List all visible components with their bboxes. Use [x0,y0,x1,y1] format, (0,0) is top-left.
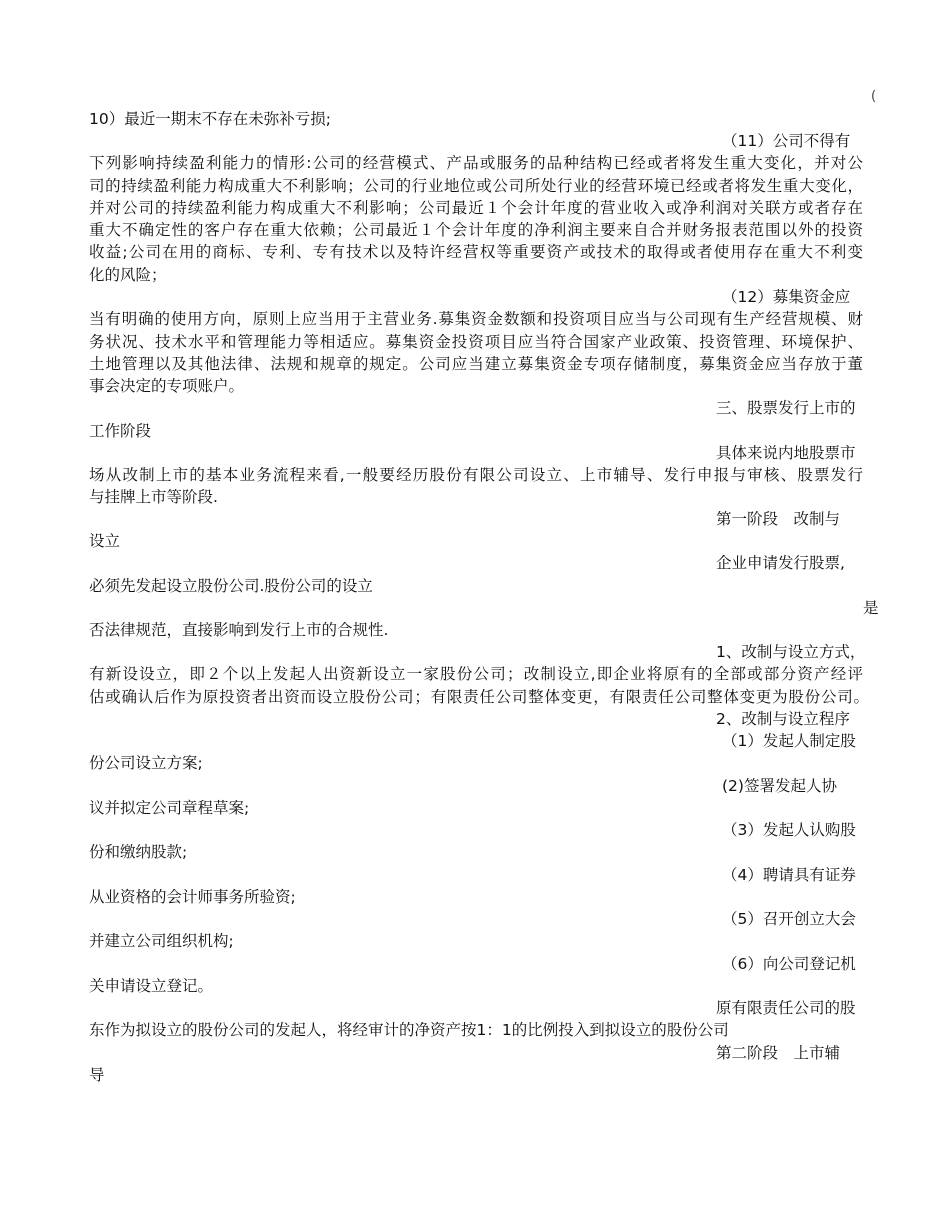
text-line: 下列影响持续盈利能力的情形:公司的经营模式、产品或服务的品种结构已经或者将发生重大变化，并对公 [89,154,863,172]
text-line: 企业申请发行股票, [716,554,845,572]
text-line: 10）最近一期末不存在未弥补亏损; [89,110,331,128]
text-line: 原有限责任公司的股 [716,999,856,1017]
text-line: 土地管理以及其他法律、法规和规章的规定。公司应当建立募集资金专项存储制度，募集资金应当存放于董 [89,355,863,373]
text-line: （6）向公司登记机 [722,955,856,973]
text-line: 有新设设立，即２个以上发起人出资新设立一家股份公司；改制设立,即企业将原有的全部或部分资产经评 [89,665,863,683]
text-line: 工作阶段 [89,422,152,440]
text-line: 2、改制与设立程序 [716,710,850,728]
text-line: 导 [89,1066,105,1084]
text-line: 份和缴纳股款; [89,843,188,861]
text-line: 当有明确的使用方向，原则上应当用于主营业务.募集资金数额和投资项目应当与公司现有生产经营规模、财 [89,310,863,328]
text-line: （5）召开创立大会 [722,910,856,928]
stage-heading: 第一阶段 改制与 [716,510,841,528]
text-line: 是 [863,599,879,617]
text-line: 必须先发起设立股份公司.股份公司的设立 [89,577,373,595]
text-line: 务状况、技术水平和管理能力等相适应。募集资金投资项目应当符合国家产业政策、投资管理、环境保护、 [89,333,863,351]
text-line: 收益;公司在用的商标、专利、专有技术以及特许经营权等重要资产或技术的取得或者使用存在重大不利变 [89,243,863,261]
text-line: 设立 [89,532,121,550]
text-line: 从业资格的会计师事务所验资; [89,888,296,906]
text-line: 东作为拟设立的股份公司的发起人，将经审计的净资产按1：1的比例投入到拟设立的股份公司 [89,1021,729,1039]
text-line: 具体来说内地股票市 [716,444,856,462]
text-line: 否法律规范，直接影响到发行上市的合规性. [89,621,389,639]
text-line: （11）公司不得有 [722,132,851,150]
text-line: （1）发起人制定股 [722,732,856,750]
section-heading: 三、股票发行上市的 [716,399,856,417]
text-line: 议并拟定公司章程草案; [89,799,250,817]
text-line: (2)签署发起人协 [722,777,837,795]
text-line: 份公司设立方案; [89,754,203,772]
text-line: 并建立公司组织机构; [89,932,234,950]
text-line: 与挂牌上市等阶段. [89,488,218,506]
text-line: 化的风险； [89,266,167,284]
text-line: 估或确认后作为原投资者出资而设立股份公司；有限责任公司整体变更，有限责任公司整体变更为股份公司。 [89,688,869,706]
text-line: （3）发起人认购股 [722,821,856,839]
text-line: 并对公司的持续盈利能力构成重大不利影响；公司最近１个会计年度的营业收入或净利润对关联方或者存在 [89,199,863,217]
text-line: 场从改制上市的基本业务流程来看,一般要经历股份有限公司设立、上市辅导、发行申报与审核、股票发行 [89,466,863,484]
text-line: 司的持续盈利能力构成重大不利影响；公司的行业地位或公司所处行业的经营环境已经或者将发生重大变化， [89,177,863,195]
stage-heading: 第二阶段 上市辅 [716,1044,841,1062]
stray-parenthesis: ( [871,89,877,104]
text-line: 重大不确定性的客户存在重大依赖；公司最近１个会计年度的净利润主要来自合并财务报表范围以外的投资 [89,221,863,239]
text-line: （4）聘请具有证券 [722,866,856,884]
text-line: （12）募集资金应 [722,288,851,306]
text-line: 1、改制与设立方式， [716,643,866,661]
text-line: 事会决定的专项账户。 [89,377,245,395]
text-line: 关申请设立登记。 [89,977,214,995]
